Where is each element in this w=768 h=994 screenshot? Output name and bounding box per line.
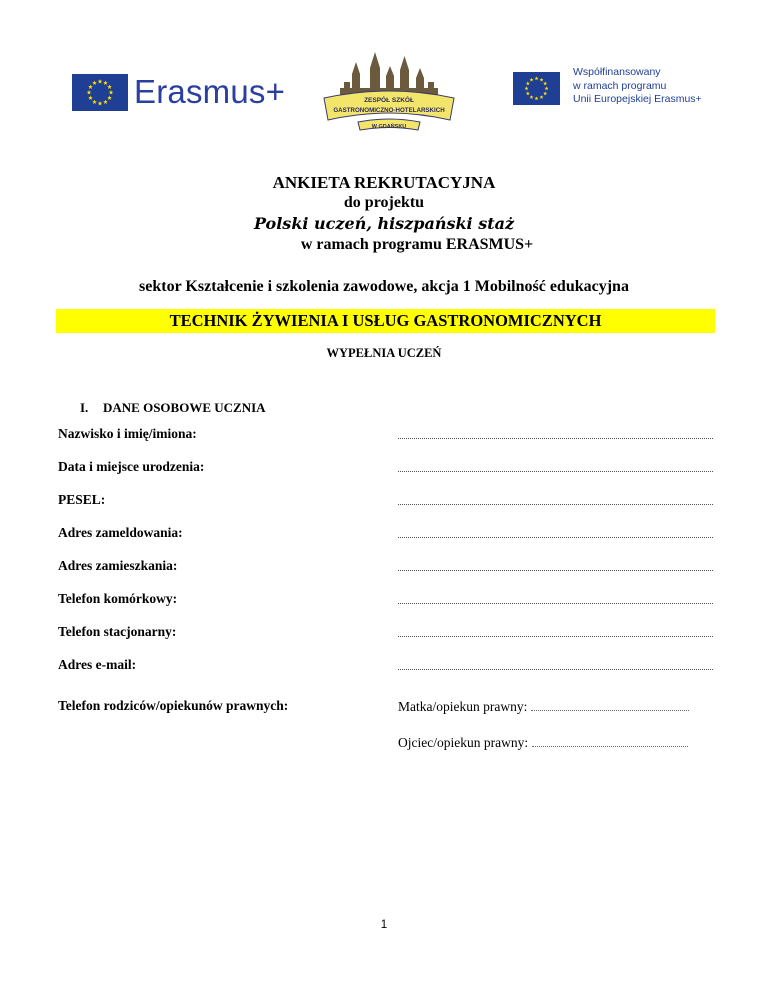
mother-phone-input[interactable]	[531, 700, 689, 711]
field-label-mobile-phone: Telefon komórkowy:	[58, 591, 178, 606]
cofunded-line: Współfinansowany	[573, 66, 661, 78]
eu-star-icon	[525, 86, 529, 90]
program-line: w ramach programu ERASMUS+	[300, 236, 534, 253]
eu-star-icon	[545, 86, 549, 90]
eu-star-icon	[87, 90, 92, 94]
eu-star-icon	[526, 81, 530, 85]
eu-star-icon	[109, 90, 114, 94]
title-subline: do projektu	[343, 194, 425, 211]
field-label-pesel: PESEL:	[58, 492, 106, 507]
eu-star-icon	[540, 78, 544, 82]
eu-star-icon	[103, 100, 108, 104]
eu-star-icon	[107, 85, 112, 89]
field-label-residence-address: Adres zamieszkania:	[58, 558, 178, 573]
field-label-parents-phone: Telefon rodziców/opiekunów prawnych:	[58, 698, 289, 713]
mother-phone-label: Matka/opiekun prawny:	[398, 699, 528, 714]
cofunded-line: Unii Europejskiej Erasmus+	[573, 93, 702, 105]
eu-star-icon	[88, 85, 93, 89]
erasmus-plus-logo	[72, 73, 286, 116]
section-title: DANE OSOBOWE UCZNIA	[103, 400, 266, 415]
school-logo-line3: W GDAŃSKU	[371, 124, 407, 130]
field-label-landline-phone: Telefon stacjonarny:	[58, 624, 177, 639]
field-label-registered-address: Adres zameldowania:	[58, 525, 183, 540]
cofunded-text	[573, 66, 723, 107]
section-number: I.	[80, 400, 89, 415]
eu-star-icon	[543, 81, 547, 85]
field-input-email[interactable]	[398, 659, 713, 670]
eu-star-icon	[92, 100, 97, 104]
eu-star-icon	[98, 79, 103, 83]
section-heading	[80, 400, 266, 416]
cofunded-logo	[513, 66, 713, 110]
field-label-birth: Data i miejsce urodzenia:	[58, 459, 205, 474]
field-input-birth[interactable]	[398, 461, 713, 472]
school-logo	[318, 48, 460, 132]
page-number: 1	[380, 919, 388, 931]
field-input-pesel[interactable]	[398, 494, 713, 505]
profession-banner: TECHNIK ŻYWIENIA I USŁUG GASTRONOMICZNYCH	[56, 309, 715, 333]
cofunded-line: w ramach programu	[573, 79, 667, 92]
eu-star-icon	[92, 81, 97, 85]
field-input-name[interactable]	[398, 428, 713, 439]
field-input-mobile-phone[interactable]	[398, 593, 713, 604]
eu-star-icon	[543, 91, 547, 95]
school-logo-line1: ZESPÓŁ SZKÓŁ	[364, 97, 414, 104]
eu-star-icon	[535, 76, 539, 80]
document-title: ANKIETA REKRUTACYJNA	[272, 173, 496, 192]
father-phone-label: Ojciec/opiekun prawny:	[398, 735, 529, 750]
father-phone-row	[398, 735, 688, 751]
field-input-registered-address[interactable]	[398, 527, 713, 538]
field-label-email: Adres e-mail:	[58, 657, 137, 672]
erasmus-wordmark: Erasmus+	[134, 73, 286, 110]
field-input-landline-phone[interactable]	[398, 626, 713, 637]
mother-phone-row	[398, 699, 689, 715]
eu-star-icon	[530, 95, 534, 99]
sector-line: sektor Kształcenie i szkolenia zawodowe, akcja 1 Mobilność edukacyjna	[139, 278, 629, 295]
eu-star-icon	[540, 95, 544, 99]
eu-star-icon	[530, 78, 534, 82]
father-phone-input[interactable]	[532, 736, 688, 747]
eu-star-icon	[98, 101, 103, 105]
eu-flag-icon	[72, 74, 128, 111]
field-input-residence-address[interactable]	[398, 560, 713, 571]
field-label-name: Nazwisko i imię/imiona:	[58, 426, 197, 441]
project-name: Polski uczeń, hiszpański staż	[253, 214, 515, 233]
eu-star-icon	[88, 96, 93, 100]
eu-star-icon	[526, 91, 530, 95]
eu-flag-icon	[513, 72, 560, 105]
eu-star-icon	[535, 96, 539, 100]
eu-star-icon	[107, 96, 112, 100]
eu-star-icon	[103, 81, 108, 85]
school-logo-line2: GASTRONOMICZNO-HOTELARSKICH	[333, 107, 445, 114]
filled-by-note: WYPEŁNIA UCZEŃ	[326, 346, 442, 360]
